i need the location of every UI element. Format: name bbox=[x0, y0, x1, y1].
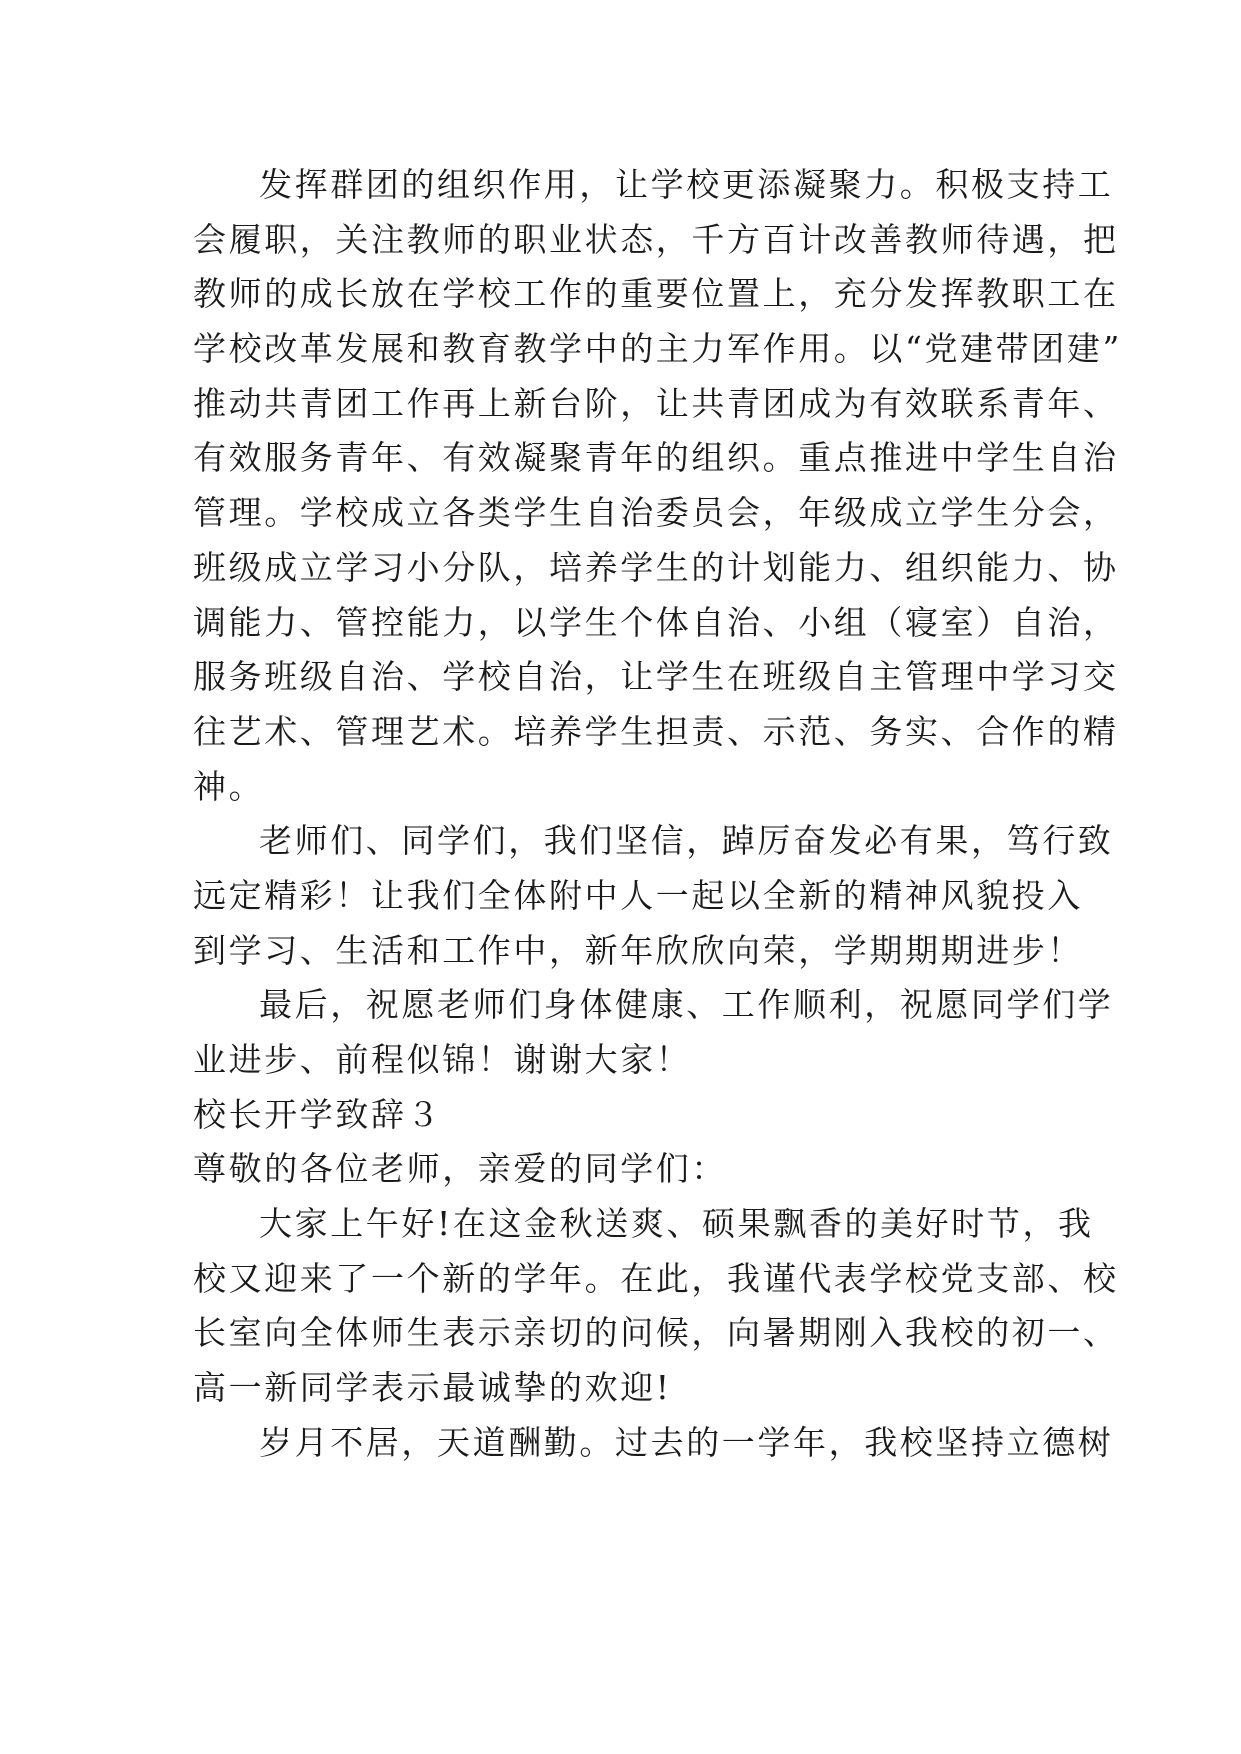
text-line: 学校改革发展和教育教学中的主力军作用。以“党建带团建” bbox=[193, 329, 1122, 369]
text-line: 高一新同学表示最诚挚的欢迎! bbox=[193, 1368, 672, 1408]
text-line: 会履职，关注教师的职业状态，千方百计改善教师待遇，把 bbox=[193, 219, 1119, 259]
document-body bbox=[193, 158, 1122, 1471]
text-line: 校又迎来了一个新的学年。在此，我谨代表学校党支部、校 bbox=[193, 1258, 1119, 1298]
text-line: 班级成立学习小分队，培养学生的计划能力、组织能力、协 bbox=[193, 547, 1119, 587]
paragraph-first-line: 岁月不居，天道酬勤。过去的一学年，我校坚持立德树 bbox=[259, 1422, 1114, 1462]
text-line: 神。 bbox=[193, 766, 265, 806]
text-line: 尊敬的各位老师，亲爱的同学们： bbox=[193, 1149, 727, 1189]
paragraph-first-line: 大家上午好!在这金秋送爽、硕果飘香的美好时节，我 bbox=[259, 1204, 1094, 1244]
text-line: 校长开学致辞３ bbox=[193, 1094, 443, 1134]
text-line: 教师的成长放在学校工作的重要位置上，充分发挥教职工在 bbox=[193, 274, 1119, 314]
text-line: 长室向全体师生表示亲切的问候，向暑期刚入我校的初一、 bbox=[193, 1313, 1119, 1353]
text-line: 管理。学校成立各类学生自治委员会，年级成立学生分会， bbox=[193, 493, 1119, 533]
text-line: 业进步、前程似锦！谢谢大家！ bbox=[193, 1040, 692, 1079]
paragraph-first-line: 最后，祝愿老师们身体健康、工作顺利，祝愿同学们学 bbox=[259, 985, 1114, 1025]
paragraph-first-line: 发挥群团的组织作用，让学校更添凝聚力。积极支持工 bbox=[259, 165, 1114, 204]
text-line: 远定精彩！让我们全体附中人一起以全新的精神风貌投入 bbox=[193, 875, 1083, 915]
text-line: 有效服务青年、有效凝聚青年的组织。重点推进中学生自治 bbox=[193, 438, 1119, 478]
text-line: 推动共青团工作再上新台阶，让共青团成为有效联系青年、 bbox=[193, 383, 1119, 423]
paragraph-first-line: 老师们、同学们，我们坚信，踔厉奋发必有果，笃行致 bbox=[259, 821, 1114, 861]
text-line: 服务班级自治、学校自治，让学生在班级自主管理中学习交 bbox=[193, 657, 1119, 697]
text-line: 调能力、管控能力，以学生个体自治、小组（寝室）自治， bbox=[193, 602, 1119, 642]
text-line: 到学习、生活和工作中，新年欣欣向荣，学期期期进步！ bbox=[193, 930, 1083, 970]
text-line: 往艺术、管理艺术。培养学生担责、示范、务实、合作的精 bbox=[193, 711, 1119, 751]
